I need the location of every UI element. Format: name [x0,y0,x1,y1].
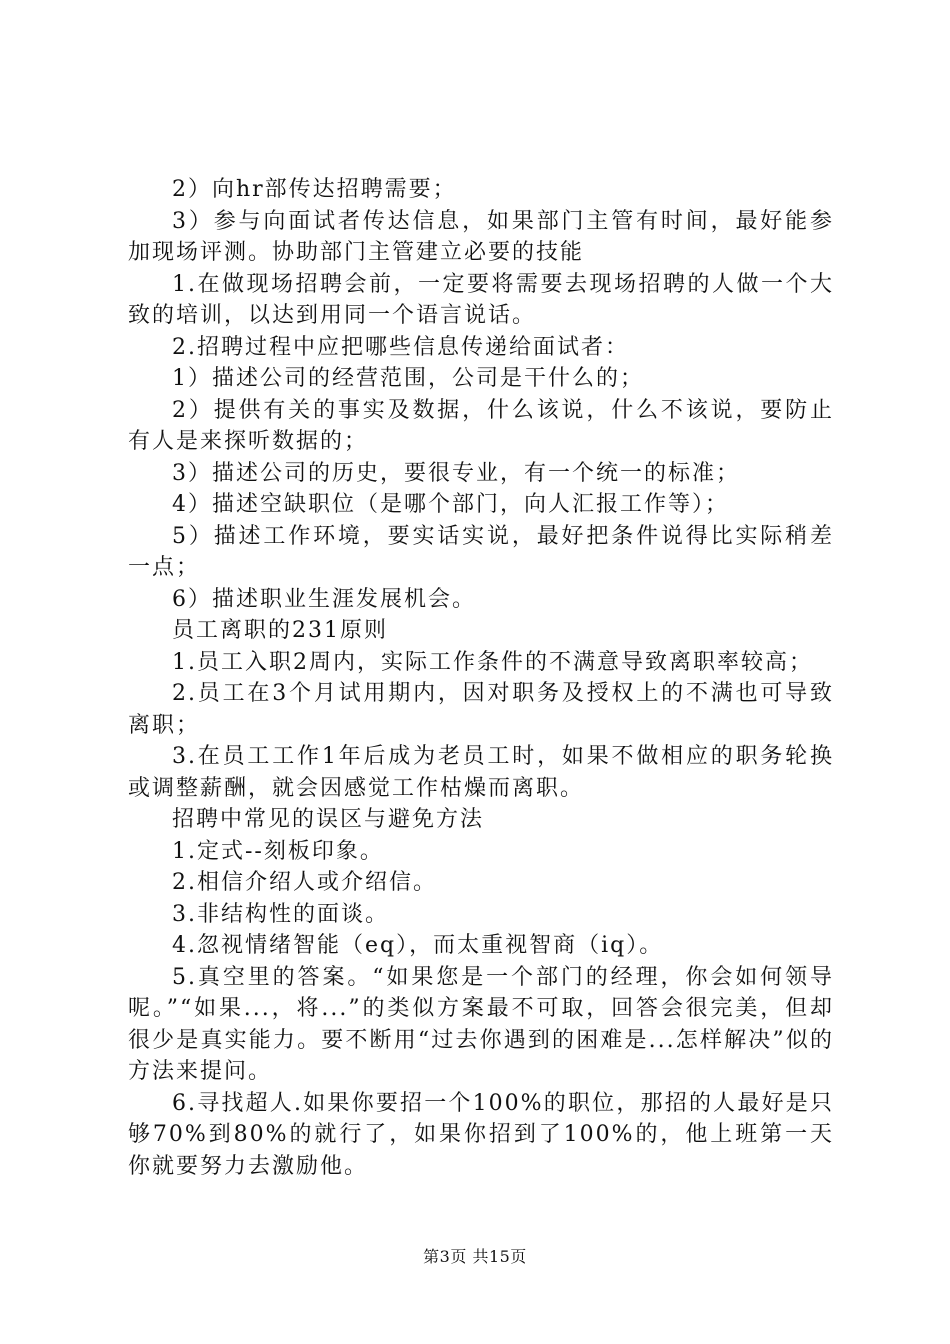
paragraph: 2.招聘过程中应把哪些信息传递给面试者： [172,334,629,360]
paragraph: 4）描述空缺职位（是哪个部门，向人汇报工作等）； [172,492,729,517]
paragraph: 3.非结构性的面谈。 [172,901,389,927]
page-number-footer: 第3页 共15页 [423,1247,527,1266]
paragraph: 2）向hr部传达招聘需要； [172,177,457,202]
paragraph: 2）提供有关的事实及数据，什么该说，什么不该说，要防止有人是来探听数据的； [128,397,834,454]
paragraph: 2.员工在3个月试用期内，因对职务及授权上的不满也可导致离职； [128,681,834,738]
paragraph: 1.员工入职2周内，实际工作条件的不满意导致离职率较高； [172,649,813,675]
paragraph: 3.在员工工作1年后成为老员工时，如果不做相应的职务轮换或调整薪酬，就会因感觉工作枯燥而离职。 [128,744,834,801]
section-heading: 员工离职的231原则 [172,618,388,643]
document-body [128,174,834,1182]
paragraph: 1）描述公司的经营范围，公司是干什么的； [172,366,644,391]
paragraph: 3）参与向面试者传达信息，如果部门主管有时间，最好能参加现场评测。协助部门主管建立必要的技能 [128,208,834,265]
paragraph: 6.寻找超人.如果你要招一个100%的职位，那招的人最好是只够70%到80%的就行了，如果你招到了100%的，他上班第一天你就要努力去激励他。 [128,1090,834,1179]
section-heading: 招聘中常见的误区与避免方法 [172,807,485,832]
paragraph: 1.定式--刻板印象。 [172,838,384,864]
paragraph: 5）描述工作环境，要实话实说，最好把条件说得比实际稍差一点； [128,523,834,580]
paragraph: 5.真空里的答案。“如果您是一个部门的经理，你会如何领导呢。”“如果...，将...”的类似方案最不可取，回答会很完美，但却很少是真实能力。要不断用“过去你遇到的困难是...怎样解决”似的方法来提问。 [128,964,834,1084]
paragraph: 1.在做现场招聘会前，一定要将需要去现场招聘的人做一个大致的培训，以达到用同一个语言说话。 [128,271,834,328]
paragraph: 4.忽视情绪智能（eq），而太重视智商（iq）。 [172,933,664,958]
paragraph: 3）描述公司的历史，要很专业，有一个统一的标准； [172,460,740,486]
paragraph: 2.相信介绍人或介绍信。 [172,870,437,895]
paragraph: 6）描述职业生涯发展机会。 [172,586,476,612]
